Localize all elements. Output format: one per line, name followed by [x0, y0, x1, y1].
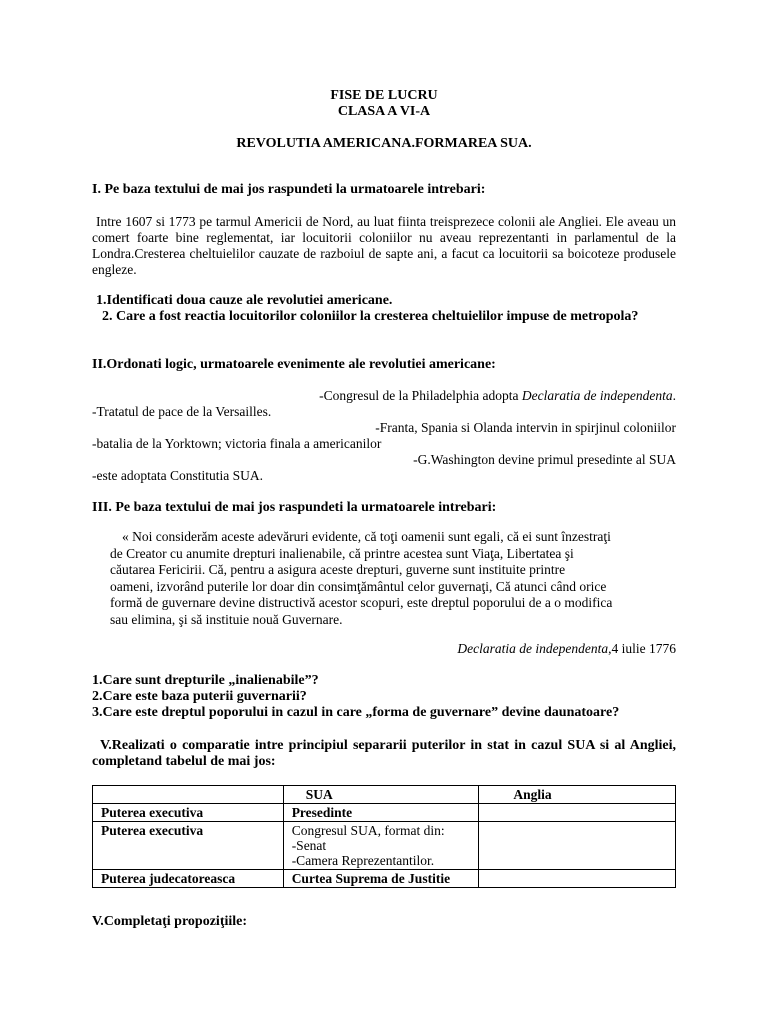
quote-line: oameni, izvorând puterile lor doar din consimţământul celor guvernaţi, Că atunci când orice: [110, 578, 607, 594]
table-row-label: Puterea executiva: [93, 822, 284, 870]
table-header-empty: [93, 786, 284, 804]
section-2-heading: II.Ordonati logic, urmatoarele evenimente ale revolutiei americane:: [92, 357, 496, 372]
event-1: -Congresul de la Philadelphia adopta Declaratia de independenta.: [319, 388, 676, 403]
declaration-quote: [110, 529, 612, 628]
header-line-1: FISE DE LUCRU: [330, 88, 438, 103]
event-6: -este adoptata Constitutia SUA.: [92, 468, 263, 483]
table-row: [93, 804, 676, 822]
event-3: -Franta, Spania si Olanda intervin in spirjinul coloniilor: [375, 420, 676, 435]
table-header-sua: SUA: [283, 786, 479, 804]
quote-line: sau elimina, şi să instituie nouă Guvernare.: [110, 611, 343, 627]
table-cell-sua: Presedinte: [283, 804, 479, 822]
section-1-text: Intre 1607 si 1773 pe tarmul Americii de Nord, au luat fiinta treisprezece colonii ale Angliei. Ele aveau un comert foarte bine reglementat, iar locuitorii coloniilor nu aveau reprezentanti in parlamentul de la Londra.Cresterea cheltuielilor cauzate de razboiul de sapte ani, a facut ca locuitorii sa boicoteze produsele engleze.: [92, 214, 676, 277]
quote-source: Declaratia de independenta,4 iulie 1776: [457, 641, 676, 656]
table-cell-sua: Congresul SUA, format din: -Senat -Camera Reprezentantilor.: [283, 822, 479, 870]
event-5: -G.Washington devine primul presedinte al SUA: [413, 452, 676, 467]
header-line-2: CLASA A VI-A: [337, 104, 431, 119]
table-cell-sua: Curtea Suprema de Justitie: [283, 870, 479, 888]
event-2: -Tratatul de pace de la Versailles.: [92, 404, 272, 419]
quote-line: căutarea Fericirii. Că, pentru a asigura aceste drepturi, guverne sunt instituite printre: [110, 562, 566, 577]
section-3-question-1: 1.Care sunt drepturile „inalienabile”?: [92, 673, 319, 688]
table-cell-anglia[interactable]: [479, 804, 676, 822]
table-header-row: [93, 786, 676, 804]
section-3-question-3: 3.Care este dreptul poporului in cazul in care „forma de guvernare” devine daunatoare?: [92, 705, 620, 720]
table-row: [93, 870, 676, 888]
comparison-table: [92, 785, 676, 888]
table-header-anglia: Anglia: [479, 786, 676, 804]
table-row: [93, 822, 676, 870]
section-1-question-2: 2. Care a fost reactia locuitorilor coloniilor la cresterea cheltuielilor impuse de metropola?: [102, 309, 639, 324]
section-4-heading: V.Realizati o comparatie intre principiul separarii puterilor in stat in cazul SUA si al Angliei, completand tabelul de mai jos:: [92, 738, 676, 769]
quote-line: « Noi considerăm aceste adevăruri evidente, că toţi oamenii sunt egali, că ei sunt înzestraţi: [122, 529, 611, 544]
quote-line: de Creator cu anumite drepturi inalienabile, că printre acestea sunt Viaţa, Libertatea şi: [110, 545, 574, 561]
section-1-heading: I. Pe baza textului de mai jos raspundeti la urmatoarele intrebari:: [92, 182, 486, 197]
page-title: REVOLUTIA AMERICANA.FORMAREA SUA.: [236, 136, 532, 151]
table-cell-anglia[interactable]: [479, 870, 676, 888]
section-3-question-2: 2.Care este baza puterii guvernarii?: [92, 689, 307, 704]
table-row-label: Puterea judecatoreasca: [93, 870, 284, 888]
quote-line: formă de guvernare devine distructivă acestor scopuri, este dreptul poporului de a o modifica: [110, 595, 613, 610]
section-1-question-1: 1.Identificati doua cauze ale revolutiei americane.: [96, 293, 393, 308]
section-5-heading: V.Completaţi propoziţiile:: [92, 914, 248, 929]
section-3-heading: III. Pe baza textului de mai jos raspundeti la urmatoarele intrebari:: [92, 500, 497, 515]
table-row-label: Puterea executiva: [93, 804, 284, 822]
table-cell-anglia[interactable]: [479, 822, 676, 870]
event-4: -batalia de la Yorktown; victoria finala a americanilor: [92, 436, 382, 451]
